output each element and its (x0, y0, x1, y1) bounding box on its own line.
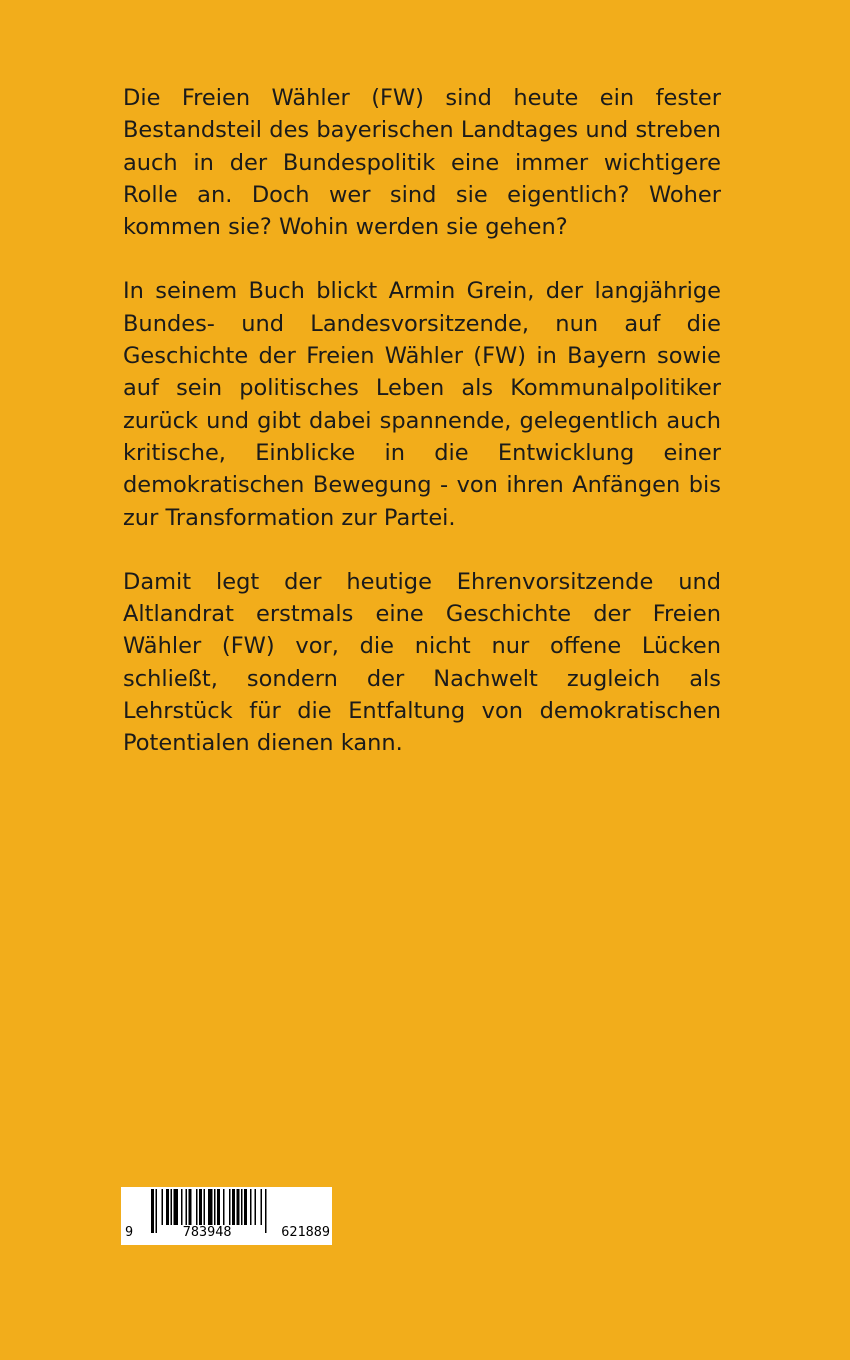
isbn-lead-digit: 9 (125, 1224, 134, 1240)
blurb-paragraph-1: Die Freien Wähler (FW) sind heute ein fester Bestandsteil des bayerischen Landtages und streben auch in der Bundespolitik eine immer wichtigere Rolle an. Doch wer sind sie eigentlich? Woher kommen sie? Wohin werden sie gehen? (123, 85, 721, 241)
blurb-text (123, 82, 721, 792)
isbn-right-group: 621889 (281, 1224, 330, 1240)
isbn-barcode (121, 1187, 332, 1245)
isbn-digits (125, 1225, 330, 1239)
blurb-paragraph-2: In seinem Buch blickt Armin Grein, der langjährige Bundes- und Landesvorsitzende, nun auf die Geschichte der Freien Wähler (FW) in Bayern sowie auf sein politisches Leben als Kommunalpolitiker zurück und gibt dabei spannende, gelegentlich auch kritische, Einblicke in die Entwicklung einer demokratischen Bewegung - von ihren Anfängen bis zur Transformation zur Partei. (123, 278, 721, 531)
blurb-paragraph-3: Damit legt der heutige Ehrenvorsitzende und Altlandrat erstmals eine Geschichte der Freien Wähler (FW) vor, die nicht nur offene Lücken schließt, sondern der Nachwelt zugleich als Lehrstück für die Entfaltung von demokratischen Potentialen dienen kann. (123, 568, 721, 757)
isbn-left-group: 783948 (182, 1224, 232, 1240)
